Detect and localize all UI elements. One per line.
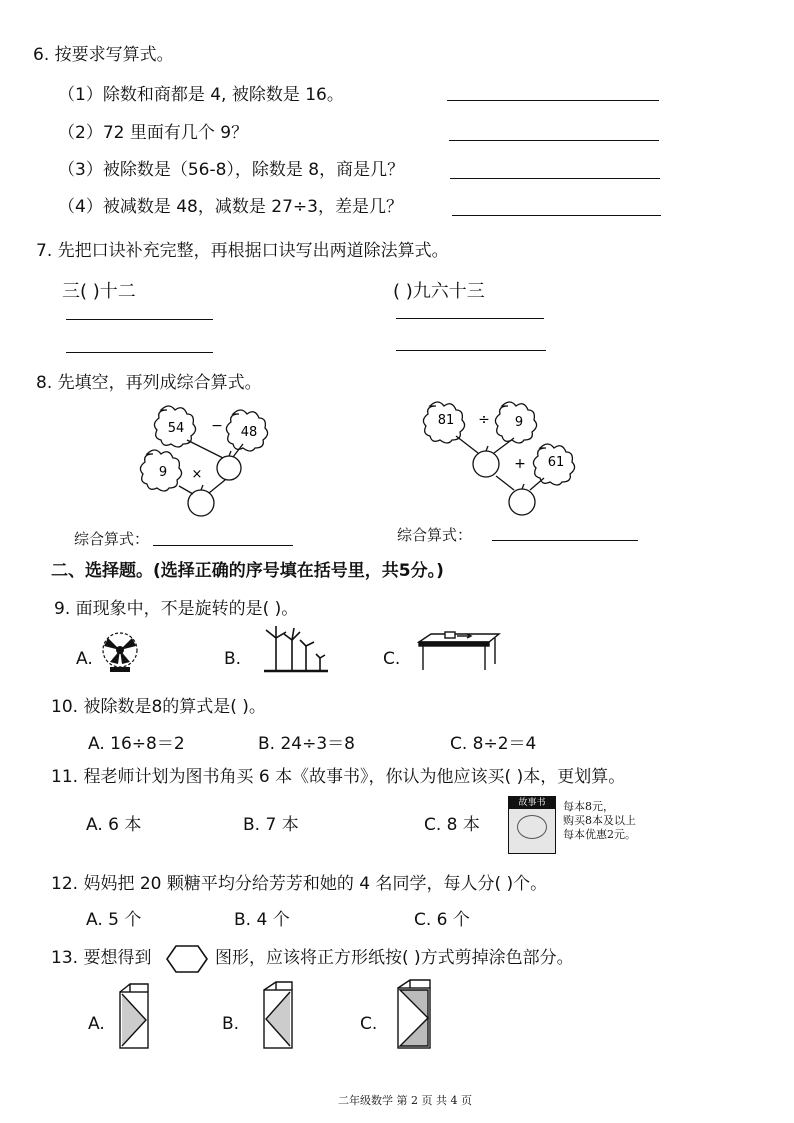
q11-option-b[interactable]: B. 7 本 <box>243 815 299 835</box>
q6-item-1: （1）除数和商都是 4, 被除数是 16。 <box>58 85 344 105</box>
left-tree-op1: − <box>211 418 223 434</box>
q13-stem-start: 13. 要想得到 <box>51 948 152 968</box>
q9-option-c[interactable]: C. <box>383 649 401 669</box>
q13-stem-end: 图形，应该将正方形纸按( )方式剪掉涂色部分。 <box>215 948 574 968</box>
q11-price-note: 每本8元， 购买8本及以上 每本优惠2元。 <box>563 800 636 841</box>
q6-answer-line-1[interactable] <box>447 100 659 101</box>
fan-icon <box>92 630 148 674</box>
left-tree-op2: × <box>191 467 203 482</box>
snail-icon <box>517 815 547 839</box>
apple-bottom-icon <box>509 489 535 515</box>
q7-right-rhyme: ( )九六十三 <box>393 281 485 302</box>
right-tree-b: 9 <box>514 415 524 430</box>
q7-left-line-1[interactable] <box>66 319 213 320</box>
q7-right-line-1[interactable] <box>396 318 544 319</box>
q6-item-2: （2）72 里面有几个 9？ <box>58 123 249 143</box>
q7-title: 7. 先把口诀补充完整，再根据口诀写出两道除法算式。 <box>36 241 449 261</box>
page-footer: 二年级数学 第 2 页 共 4 页 <box>338 1094 472 1107</box>
q12-option-b[interactable]: B. 4 个 <box>234 910 290 930</box>
q12-option-a[interactable]: A. 5 个 <box>86 910 142 930</box>
q6-answer-line-3[interactable] <box>450 178 660 179</box>
apple-top-icon <box>473 451 499 477</box>
q9-option-b[interactable]: B. <box>224 649 242 669</box>
q13-option-c[interactable]: C. <box>360 1014 378 1034</box>
hexagon-icon <box>166 944 208 974</box>
q8-title: 8. 先填空，再列成综合算式。 <box>36 373 262 393</box>
q12-stem: 12. 妈妈把 20 颗糖平均分给芳芳和她的 4 名同学，每人分( )个。 <box>51 874 548 894</box>
right-tree-a: 81 <box>437 413 455 428</box>
q10-stem: 10. 被除数是8的算式是( )。 <box>51 697 266 717</box>
q8-right-combined-line[interactable] <box>492 540 638 541</box>
left-tree-b: 48 <box>240 425 258 440</box>
q10-option-c[interactable]: C. 8÷2＝4 <box>450 734 537 754</box>
q6-title: 6. 按要求写算式。 <box>33 45 174 65</box>
section2-title: 二、选择题。(选择正确的序号填在括号里，共5分。) <box>51 561 444 581</box>
wind-turbine-icon <box>264 624 328 674</box>
left-tree-a: 54 <box>167 421 185 436</box>
q13-option-a[interactable]: A. <box>88 1014 105 1034</box>
q6-answer-line-2[interactable] <box>449 140 659 141</box>
q11-stem: 11. 程老师计划为图书角买 6 本《故事书》，你认为他应该买( )本，更划算。 <box>51 767 626 787</box>
q8-left-combined-line[interactable] <box>153 545 293 546</box>
q8-left-combined-label: 综合算式： <box>74 530 150 548</box>
q8-right-tree-figure <box>410 398 580 526</box>
q9-stem: 9. 面现象中，不是旋转的是( )。 <box>54 599 299 619</box>
q8-right-combined-label: 综合算式： <box>397 526 473 544</box>
q6-item-3: （3）被除数是（56-8），除数是 8，商是几？ <box>58 160 405 180</box>
q6-item-4: （4）被减数是 48，减数是 27÷3，差是几？ <box>58 197 403 217</box>
q10-option-b[interactable]: B. 24÷3＝8 <box>258 734 355 754</box>
q8-left-tree-figure <box>125 400 285 525</box>
q11-option-c[interactable]: C. 8 本 <box>424 815 480 835</box>
left-tree-c: 9 <box>158 465 168 480</box>
q7-right-line-2[interactable] <box>396 350 546 351</box>
table-icon <box>415 630 501 672</box>
q13-fold-c-figure <box>396 978 434 1050</box>
q9-option-a[interactable]: A. <box>76 649 93 669</box>
q13-fold-b-figure <box>262 980 296 1050</box>
q12-option-c[interactable]: C. 6 个 <box>414 910 470 930</box>
apple-top-icon <box>217 456 241 480</box>
q7-left-line-2[interactable] <box>66 352 213 353</box>
q13-option-b[interactable]: B. <box>222 1014 240 1034</box>
q13-fold-a-figure <box>118 982 152 1050</box>
right-tree-op1: ÷ <box>478 412 490 428</box>
q7-left-rhyme: 三( )十二 <box>62 281 136 302</box>
q10-option-a[interactable]: A. 16÷8＝2 <box>88 734 185 754</box>
q6-answer-line-4[interactable] <box>452 215 661 216</box>
right-tree-op2: + <box>514 456 526 472</box>
storybook-title: 故事书 <box>509 797 555 809</box>
storybook-image <box>508 796 556 854</box>
right-tree-c: 61 <box>547 455 565 470</box>
q11-option-a[interactable]: A. 6 本 <box>86 815 142 835</box>
